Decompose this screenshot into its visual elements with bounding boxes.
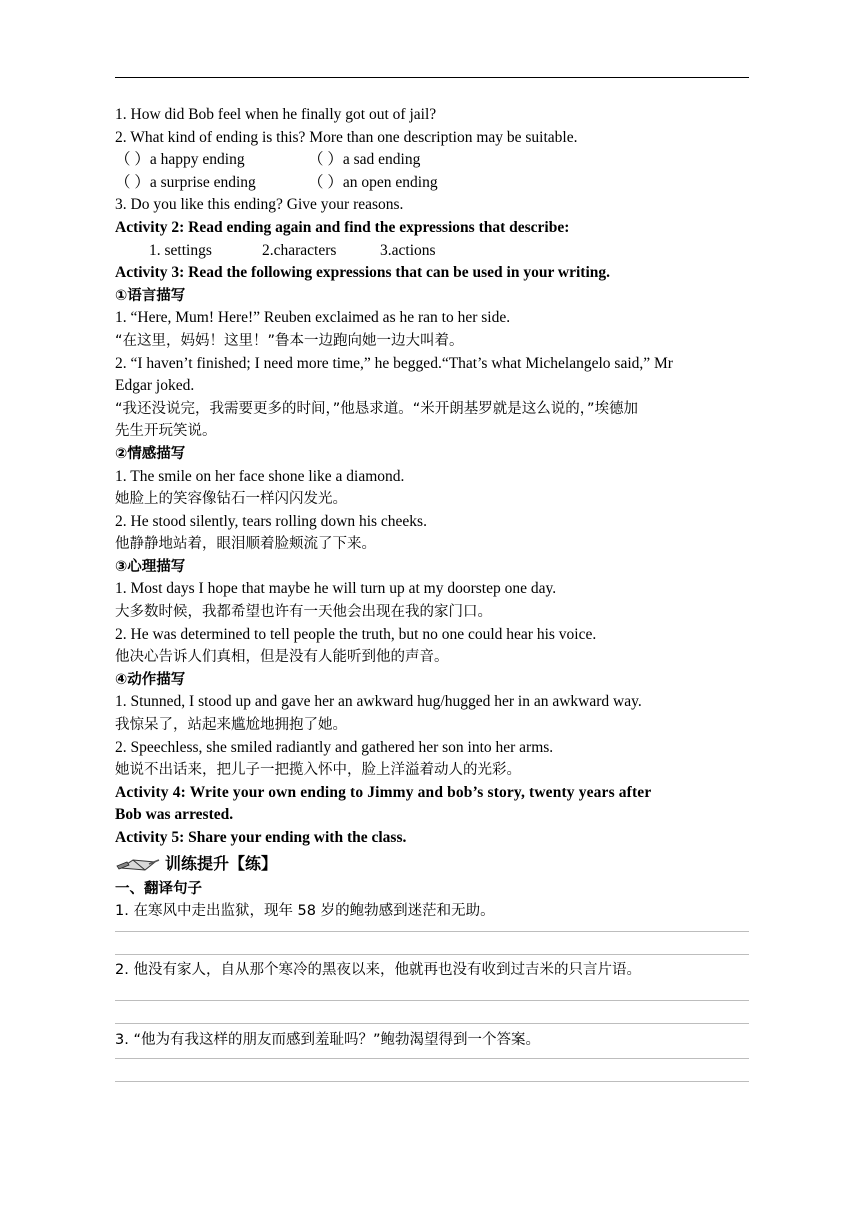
action-example-2-en: 2. Speechless, she smiled radiantly and gathered her son into her arms. xyxy=(115,738,554,756)
language-example-2-zh-a: “我还没说完，我需要更多的时间，”他恳求道。“米开朗基罗就是这么说的，”埃德加 xyxy=(115,400,639,417)
translation-item-1: 1. 在寒风中走出监狱，现年 58 岁的鲍勃感到迷茫和无助。 xyxy=(115,903,495,920)
translation-item-2: 2. 他没有家人，自从那个寒冷的黑夜以来，他就再也没有收到过吉米的只言片语。 xyxy=(115,961,641,978)
emotion-example-1-en: 1. The smile on her face shone like a diamond. xyxy=(115,467,405,485)
option-surprise: （ ）a surprise ending xyxy=(115,173,256,191)
activity-5-title: Activity 5: Share your ending with the class. xyxy=(115,829,407,846)
action-example-1-en: 1. Stunned, I stood up and gave her an awkward hug/hugged her in an awkward way. xyxy=(115,693,642,711)
psychology-example-1-en: 1. Most days I hope that maybe he will turn up at my doorstep one day. xyxy=(115,580,557,598)
language-example-1-en: 1. “Here, Mum! Here!” Reuben exclaimed as he ran to her side. xyxy=(115,309,511,327)
practice-banner-title: 训练提升【练】 xyxy=(165,853,278,873)
options-row-2 xyxy=(115,172,755,195)
question-3: 3. Do you like this ending? Give your reasons. xyxy=(115,196,404,214)
language-example-2-en-a: 2. “I haven’t finished; I need more time,” he begged.“That’s what Michelangelo said,” Mr xyxy=(115,354,673,372)
translation-section-heading: 一、翻译句子 xyxy=(115,880,202,897)
language-example-2-zh-b: 先生开玩笑说。 xyxy=(115,423,217,440)
item-characters: 2.characters xyxy=(262,241,337,259)
psychology-example-2-en: 2. He was determined to tell people the truth, but no one could hear his voice. xyxy=(115,625,597,643)
question-2: 2. What kind of ending is this? More than one description may be suitable. xyxy=(115,128,578,146)
practice-banner xyxy=(115,850,755,878)
language-example-1-zh: “在这里，妈妈！这里！”鲁本一边跑向她一边大叫着。 xyxy=(115,332,464,349)
option-happy: （ ）a happy ending xyxy=(115,151,245,169)
question-1: 1. How did Bob feel when he finally got out of jail? xyxy=(115,106,437,123)
psychology-example-1-zh: 大多数时候，我都希望也许有一天他会出现在我的家门口。 xyxy=(115,604,492,621)
pencil-book-icon xyxy=(115,852,163,876)
emotion-heading: ②情感描写 xyxy=(115,445,186,462)
worksheet-content xyxy=(115,104,755,1082)
language-heading: ①语言描写 xyxy=(115,287,186,304)
header-rule xyxy=(115,77,749,78)
option-open: （ ）an open ending xyxy=(308,173,438,191)
item-actions: 3.actions xyxy=(380,241,436,259)
translation-item-3: 3. “他为有我这样的朋友而感到羞耻吗？”鲍勃渴望得到一个答案。 xyxy=(115,1032,540,1049)
activity-4-title-line-1: Activity 4: Write your own ending to Jimmy and bob’s story, twenty years after xyxy=(115,783,652,801)
options-row-1 xyxy=(115,149,755,172)
action-example-1-zh: 我惊呆了，站起来尴尬地拥抱了她。 xyxy=(115,717,347,734)
answer-line[interactable] xyxy=(115,1081,749,1082)
activity-3-title: Activity 3: Read the following expressions that can be used in your writing. xyxy=(115,264,611,282)
emotion-example-2-zh: 他静静地站着，眼泪顺着脸颊流了下来。 xyxy=(115,536,376,553)
action-example-2-zh: 她说不出话来，把儿子一把揽入怀中，脸上洋溢着动人的光彩。 xyxy=(115,762,521,779)
emotion-example-2-en: 2. He stood silently, tears rolling down his cheeks. xyxy=(115,512,427,530)
activity-4-title-line-2: Bob was arrested. xyxy=(115,806,234,824)
psychology-heading: ③心理描写 xyxy=(115,558,186,575)
activity-2-items xyxy=(115,240,755,263)
emotion-example-1-zh: 她脸上的笑容像钻石一样闪闪发光。 xyxy=(115,491,347,508)
item-settings: 1. settings xyxy=(149,241,212,259)
language-example-2-en-b: Edgar joked. xyxy=(115,377,195,395)
option-sad: （ ）a sad ending xyxy=(308,151,421,169)
action-heading: ④动作描写 xyxy=(115,671,186,688)
psychology-example-2-zh: 他决心告诉人们真相，但是没有人能听到他的声音。 xyxy=(115,649,449,666)
activity-2-title: Activity 2: Read ending again and find the expressions that describe: xyxy=(115,218,570,236)
